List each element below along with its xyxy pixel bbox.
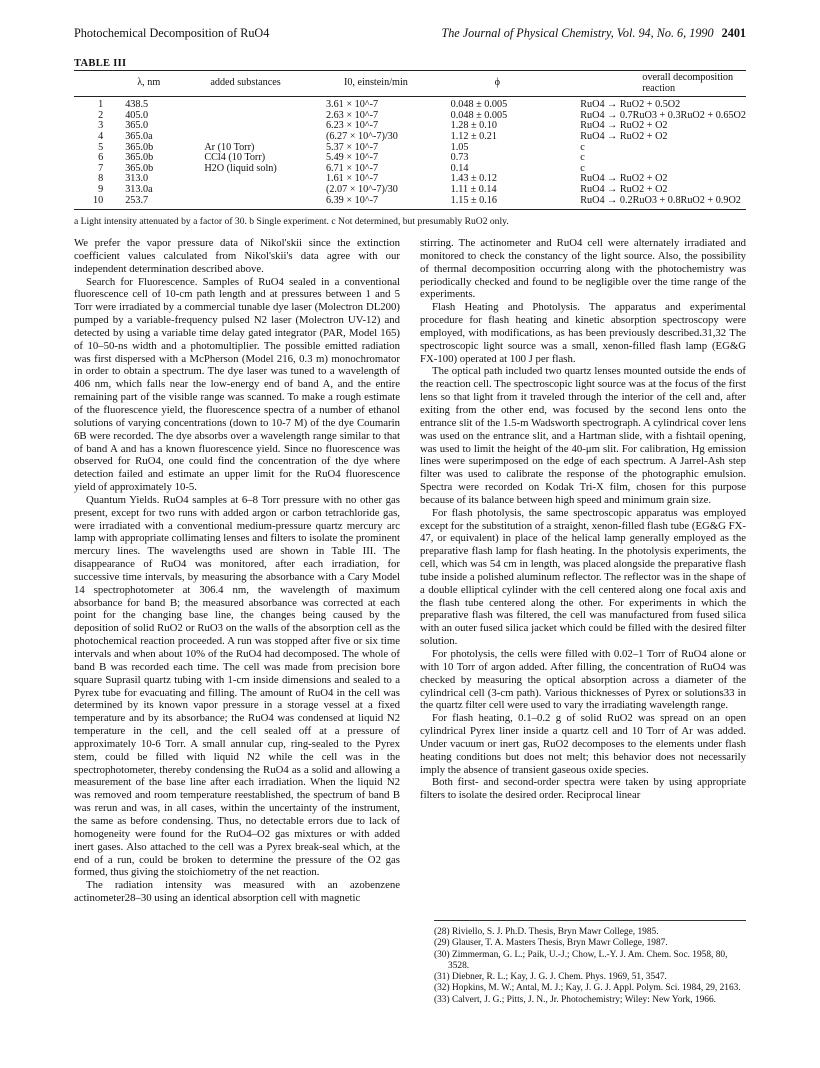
journal-citation: The Journal of Physical Chemistry, Vol. 94, No. 6, 1990 [441, 26, 714, 40]
cell-wavelength: 365.0a [125, 130, 153, 142]
cell-reaction: c [580, 152, 585, 164]
cell-index: 3 [98, 120, 104, 132]
cell-quantum-yield: 1.05 [450, 141, 469, 153]
reference-item: (31) Diebner, R. L.; Kay, J. G. J. Chem. Phys. 1969, 51, 3547. [434, 972, 667, 983]
table-title: TABLE III [74, 58, 127, 69]
cell-added-substances [204, 185, 326, 196]
table-header-row [74, 71, 746, 97]
cell-reaction: RuO4 → RuO2 + O2 [580, 130, 668, 142]
cell-added-substances [204, 111, 326, 122]
cell-added-substances: H2O (liquid soln) [204, 162, 277, 174]
paragraph: stirring. The actinometer and RuO4 cell were alternately irradiated and monitored to check the constancy of the light source. Also, the possibility of thermal decomposition occurring along with the photochemistry was periodically checked and found to be negligible over the time range of the experiments. [420, 237, 746, 301]
cell-index: 1 [98, 99, 104, 111]
cell-reaction: RuO4 → 0.7RuO3 + 0.3RuO2 + 0.65O2 [580, 109, 746, 121]
cell-wavelength: 313.0a [125, 183, 153, 195]
col-header-added-substances: added substances [204, 71, 326, 97]
cell-added-substances: CCl4 (10 Torr) [204, 152, 266, 164]
paragraph: The radiation intensity was measured with an azobenzene actinometer28–30 using an identical absorption cell with magnetic [74, 879, 400, 905]
paragraph: For photolysis, the cells were filled with 0.02–1 Torr of RuO4 alone or with 10 Torr of argon added. After filling, the concentration of RuO4 was checked by measuring the optical absorption across a diameter of the cylindrical cell (3-cm path). Various thicknesses of Pyrex or solutions33 in the quartz filter cell were used to vary the irradiating wavelength range. [420, 648, 746, 712]
cell-intensity: 3.61 × 10^-7 [325, 99, 379, 111]
cell-intensity: 5.49 × 10^-7 [325, 152, 379, 164]
reference-item: (30) Zimmerman, G. L.; Paik, U.-J.; Chow, L.-Y. J. Am. Chem. Soc. 1958, 80, 3528. [434, 949, 728, 971]
cell-added-substances [204, 121, 326, 132]
cell-reaction: RuO4 → 0.2RuO3 + 0.8RuO2 + 0.9O2 [580, 196, 746, 210]
cell-wavelength: 438.5 [125, 99, 149, 111]
cell-intensity: 1.61 × 10^-7 [325, 173, 379, 185]
paragraph: For flash heating, 0.1–0.2 g of solid RuO2 was spread on an open cylindrical Pyrex liner inside a quartz cell and 10 Torr of Ar was added. Under vacuum or inert gas, RuO2 decomposes to the elements under flash heating conditions but does not melt; this behavior does not necessarily imply the absence of transient gaseous oxide species. [420, 712, 746, 776]
cell-reaction: RuO4 → RuO2 + O2 [580, 120, 668, 132]
cell-reaction: c [580, 141, 585, 153]
cell-intensity: 5.37 × 10^-7 [325, 141, 379, 153]
cell-added-substances [204, 196, 326, 210]
cell-reaction: RuO4 → RuO2 + O2 [580, 183, 668, 195]
cell-wavelength: 405.0 [125, 109, 149, 121]
cell-quantum-yield: 1.28 ± 0.10 [450, 120, 497, 132]
cell-index: 10 [74, 196, 103, 210]
cell-reaction: RuO4 → RuO2 + 0.5O2 [580, 99, 681, 111]
cell-wavelength: 253.7 [103, 196, 204, 210]
cell-intensity: 6.71 × 10^-7 [325, 162, 379, 174]
paragraph: Flash Heating and Photolysis. The apparatus and experimental procedure for flash heating and kinetic absorption spectroscopy were employed, with modifications, as has been previously described.31,32 The spectroscopic light source was a small, xenon-filled flash lamp (EG&G FX-100) operated at 100 J per flash. [420, 301, 746, 365]
cell-wavelength: 313.0 [125, 173, 149, 185]
running-head-title: Photochemical Decomposition of RuO4 [74, 26, 270, 40]
col-header-wavelength: λ, nm [103, 71, 204, 97]
cell-reaction: c [580, 162, 585, 174]
col-header-quantum-yield: ϕ [451, 71, 581, 97]
cell-added-substances [204, 132, 326, 143]
paragraph: Quantum Yields. RuO4 samples at 6–8 Torr pressure with no other gas present, except for two runs with added argon or carbon tetrachloride gas, were irradiated with a conventional medium-pressure quartz mercury arc lamp with appropriate collimating lenses and filters to isolate the prominent mercury lines. The wavelengths used are shown in Table III. The disappearance of RuO4 was monitored, after each irradiation, for successive time intervals, by measuring the absorbance with a Cary Model 14 spectrophotometer at 306.4 nm, the wavelength of maximum absorbance for band B; the measured absorbance was corrected at each point for the changing base line, the changes being caused by the deposition of solid RuO2 or RuO3 on the walls of the absorption cell as the photochemical reaction proceeded. A run was stopped after five or six time intervals and when about 10% of the RuO4 had decomposed. The whole of band B was recorded each time. The cell was made from precision bore square Suprasil quartz tubing with 1-cm inside dimensions and sealed to a Pyrex tube for evacuating and filling. The amount of RuO4 in the cell was determined by its known vapor pressure in a storage vessel at a fixed temperature and by its absorbance; the RuO4 was condensed at liquid N2 temperature in the cell, and the cell sealed off at a pressure of approximately 10-6 Torr. A small annular cup, ring-sealed to the Pyrex stem, could be filled with liquid N2 while the cell was in the spectrophotometer, thereby condensing the RuO4 as a solid and allowing a measurement of the base line after each irradiation. When the liquid N2 was removed and room temperature reestablished, the spectrum of band B was rerun and was, in all cases, within the uncertainty of the instrument, the same as before condensing. Thus, no detectable errors due to lack of homogeneity were found for the RuO4–O2 gas mixtures or with added inert gases. Also attached to the cell was a Pyrex break-seal which, at the end of a run, could be broken to determine the pressure of the O2 gas formed, thus giving the stoichiometry of the net reaction. [74, 493, 401, 879]
cell-quantum-yield: 1.43 ± 0.12 [450, 173, 497, 185]
cell-quantum-yield: 0.048 ± 0.005 [450, 109, 508, 121]
cell-index: 2 [98, 109, 104, 121]
table-row [74, 97, 746, 111]
col-header-reaction: overall decomposition reaction [580, 71, 746, 97]
paragraph: Search for Fluorescence. Samples of RuO4 sealed in a conventional fluorescence cell of 10-cm path length and at pressures between 1 and 5 Torr were irradiated by a commercial tunable dye laser (Molectron DL200) pumped by a variable-frequency pulsed N2 laser (Molectron UV-12) and detected by using a variable time delay gated integrator (PAR, Model 165) of 10–50-ns width and a photomultiplier. The possible emitted radiation was first dispersed with a McPherson (Model 216, 0.3 m) monochromator in order to obtain a spectrum. The dye laser was tuned to a wavelength of 406 nm, which falls near the low-energy end of band A, and the entire remaining part of the visible range was scanned. To make a rough estimate of the fluorescence yield, the fluorescence spectra of a number of ethanol solutions of varying concentrations (down to 10-7 M) of the dye Coumarin 6B were recorded. The dye absorbs over a wavelength range similar to that of band A and has a known fluorescence yield. Since no fluorescence was observed for RuO4, one could find the concentration of the dye where detection failed and estimate an upper limit for the RuO4 fluorescence yield of approximately 10-5. [74, 275, 400, 494]
cell-intensity: (2.07 × 10^-7)/30 [325, 183, 398, 195]
cell-quantum-yield: 0.73 [450, 152, 469, 164]
cell-index: 9 [98, 183, 104, 195]
cell-added-substances [204, 97, 326, 111]
cell-added-substances: Ar (10 Torr) [204, 141, 255, 153]
body-column-right [420, 237, 746, 802]
cell-intensity: 2.63 × 10^-7 [325, 109, 379, 121]
references-rule [434, 920, 746, 921]
cell-added-substances [204, 174, 326, 185]
table-row [74, 185, 746, 196]
cell-intensity: (6.27 × 10^-7)/30 [325, 130, 398, 142]
table-iii [74, 70, 746, 210]
cell-index: 7 [98, 162, 104, 174]
col-header-index [74, 71, 103, 97]
cell-wavelength: 365.0 [125, 120, 149, 132]
page-number: 2401 [721, 26, 746, 40]
cell-index: 5 [98, 141, 104, 153]
cell-quantum-yield: 1.12 ± 0.21 [450, 130, 497, 142]
running-head-journal [441, 26, 746, 40]
table-row [74, 132, 746, 143]
cell-intensity: 6.39 × 10^-7 [326, 196, 451, 210]
cell-index: 6 [98, 152, 104, 164]
table-row [74, 143, 746, 154]
cell-wavelength: 365.0b [125, 141, 154, 153]
cell-wavelength: 365.0b [125, 162, 154, 174]
col-header-intensity: I0, einstein/min [326, 71, 451, 97]
body-column-left [74, 237, 400, 905]
cell-quantum-yield: 0.048 ± 0.005 [450, 99, 508, 111]
cell-index: 8 [98, 173, 104, 185]
reference-item: (29) Glauser, T. A. Masters Thesis, Bryn Mawr College, 1987. [434, 938, 668, 949]
cell-reaction: RuO4 → RuO2 + O2 [580, 173, 668, 185]
cell-intensity: 6.23 × 10^-7 [325, 120, 379, 132]
table-row [74, 153, 746, 164]
cell-index: 4 [98, 130, 104, 142]
references [434, 920, 746, 1006]
paragraph: Both first- and second-order spectra were taken by using appropriate filters to isolate the desired order. Reciprocal linear [420, 776, 746, 802]
reference-item: (28) Riviello, S. J. Ph.D. Thesis, Bryn Mawr College, 1985. [434, 927, 659, 937]
reference-item: (33) Calvert, J. G.; Pitts, J. N., Jr. Photochemistry; Wiley: New York, 1966. [434, 994, 716, 1005]
cell-wavelength: 365.0b [125, 152, 154, 164]
cell-quantum-yield: 1.11 ± 0.14 [450, 183, 497, 195]
paragraph: We prefer the vapor pressure data of Nikol'skii since the extinction coefficient values calculated from Nikol'skii's data agree with our independent determination described above. [74, 237, 400, 275]
cell-quantum-yield: 0.14 [450, 162, 469, 174]
table-row [74, 196, 746, 210]
paragraph: For flash photolysis, the same spectroscopic apparatus was employed except for the substitution of a straight, xenon-filled flash tube (EG&G FX-47, or equivalent) in place of the helical lamp generally employed as the preparative flash lamp for flash heating. In the photolysis experiments, the cell, which was 54 cm in length, was placed alongside the preparative flash tube inside a polished aluminum reflector. The reflector was in the shape of a double elliptical cylinder with the cell centered along one focal axis and the flash tube centered along the other. For experiments in which the preparative flash was filtered, the cell was manufactured from fused silica with an outer fused silica jacket which could be filled with the desired filter solution. [420, 506, 746, 648]
cell-quantum-yield: 1.15 ± 0.16 [451, 196, 581, 210]
table-footnote: a Light intensity attenuated by a factor of 30. b Single experiment. c Not determined, but presumably RuO2 only. [74, 216, 509, 227]
paragraph: The optical path included two quartz lenses mounted outside the ends of the reaction cell. The spectroscopic light source was at the focus of the first lens so that light from it traveled through the interior of the cell and, after exiting from the other end, was focused by the second lens onto the entrance slit of the 1.5-m Wadsworth spectrograph. A cylindrical cover lens was used on the entrance slit, and a Hartman slide, with a fishtail opening, was used to limit the height of the 40-μm slit. For calibration, Hg emission lines were superimposed on the edge of each spectrum. A Jarrel-Ash step filter was used to calibrate the response of the photographic emulsion. Spectra were recorded on Kodak Tri-X film, chosen for this purpose because of its balance between high speed and minimum grain size. [420, 365, 746, 506]
reference-item: (32) Hopkins, M. W.; Antal, M. J.; Kay, J. G. J. Appl. Polym. Sci. 1984, 29, 2163. [434, 983, 741, 994]
